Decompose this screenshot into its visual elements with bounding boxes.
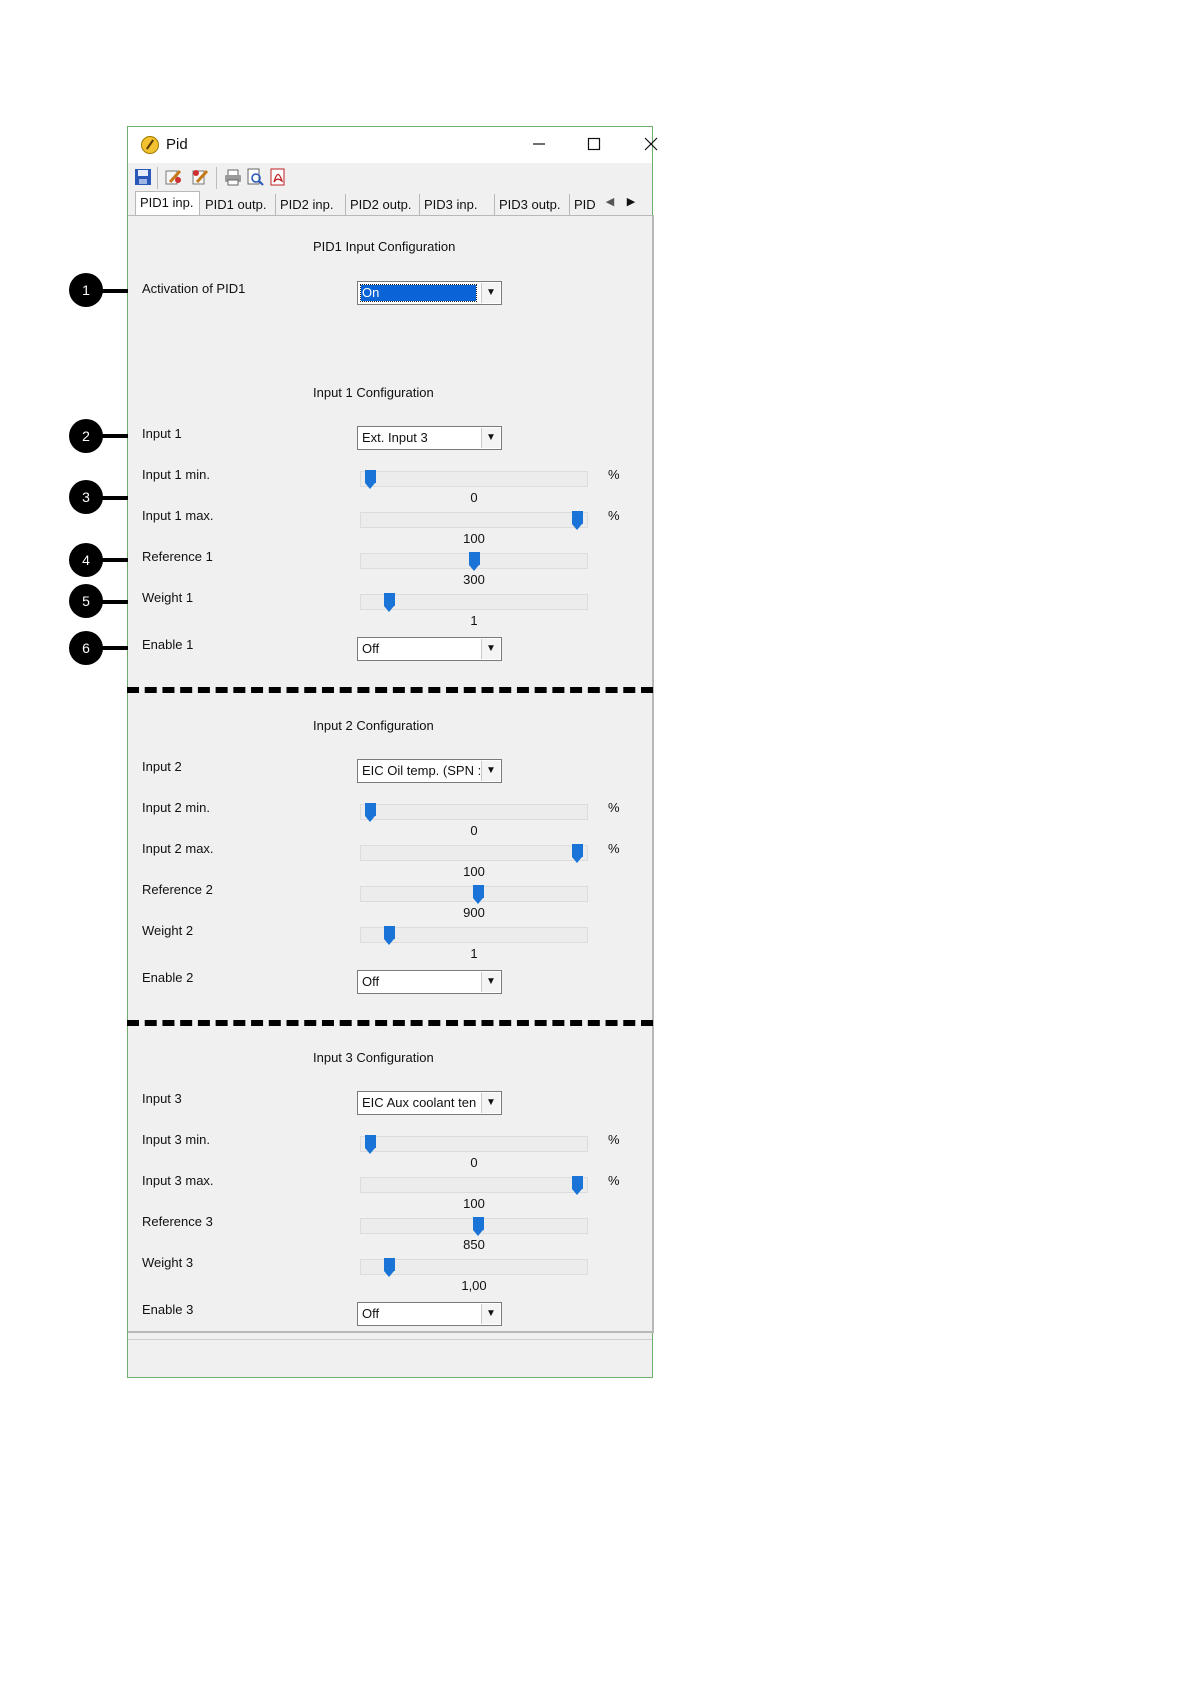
input-min-label: Input 2 min. <box>142 800 210 815</box>
tab-scroll-right-icon[interactable]: ▶ <box>626 196 636 208</box>
reference-label: Reference 2 <box>142 882 213 897</box>
title-bar[interactable] <box>128 127 652 163</box>
input-max-value: 100 <box>463 531 485 546</box>
slider-thumb[interactable] <box>384 926 395 946</box>
input-min-value: 0 <box>470 490 478 505</box>
callout-leader <box>100 289 128 293</box>
weight-value: 1 <box>470 613 478 628</box>
activation-select[interactable]: On ▼ <box>357 281 502 305</box>
callout-marker: 1 <box>69 273 103 307</box>
app-icon <box>141 136 159 154</box>
slider-thumb[interactable] <box>572 1176 583 1196</box>
unit-label: % <box>608 1173 620 1188</box>
input-source-select[interactable]: EIC Aux coolant ten ▼ <box>357 1091 502 1115</box>
section-title-pid1: PID1 Input Configuration <box>313 239 456 254</box>
input-min-value: 0 <box>470 1155 478 1170</box>
toolbar-separator <box>157 167 158 189</box>
slider-thumb[interactable] <box>572 844 583 864</box>
chevron-down-icon[interactable]: ▼ <box>481 283 500 303</box>
callout-leader <box>100 600 128 604</box>
chevron-down-icon[interactable]: ▼ <box>481 1093 500 1113</box>
reference-slider[interactable] <box>360 886 588 902</box>
tab-pid3-inp[interactable]: PID3 inp. <box>420 194 495 215</box>
close-icon <box>644 137 658 151</box>
section-title: Input 3 Configuration <box>313 1050 434 1065</box>
input-max-value: 100 <box>463 1196 485 1211</box>
input-min-value: 0 <box>470 823 478 838</box>
input-max-slider[interactable] <box>360 1177 588 1193</box>
unit-label: % <box>608 800 620 815</box>
callout-leader <box>100 496 128 500</box>
input-max-value: 100 <box>463 864 485 879</box>
close-button[interactable] <box>628 130 674 160</box>
section-divider <box>127 687 653 693</box>
callout-leader <box>100 646 128 650</box>
slider-thumb[interactable] <box>365 803 376 823</box>
input-max-label: Input 3 max. <box>142 1173 214 1188</box>
weight-slider[interactable] <box>360 594 588 610</box>
callout-marker: 3 <box>69 480 103 514</box>
input-max-slider[interactable] <box>360 512 588 528</box>
unit-label: % <box>608 467 620 482</box>
tab-scroll-left-icon[interactable]: ◀ <box>605 196 615 208</box>
weight-label: Weight 1 <box>142 590 194 605</box>
weight-slider[interactable] <box>360 927 588 943</box>
section-divider <box>127 1020 653 1026</box>
save-icon[interactable] <box>134 168 152 186</box>
maximize-button[interactable] <box>571 130 617 160</box>
weight-value: 1 <box>470 946 478 961</box>
status-bar <box>128 1339 652 1380</box>
callout-marker: 4 <box>69 543 103 577</box>
unit-label: % <box>608 841 620 856</box>
tab-pid1-outp[interactable]: PID1 outp. <box>201 194 276 215</box>
input-max-label: Input 1 max. <box>142 508 214 523</box>
input-source-select[interactable]: EIC Oil temp. (SPN : ▼ <box>357 759 502 783</box>
enable-select[interactable]: Off ▼ <box>357 970 502 994</box>
enable-select[interactable]: Off ▼ <box>357 637 502 661</box>
activation-label: Activation of PID1 <box>142 281 246 296</box>
chevron-down-icon[interactable]: ▼ <box>481 761 500 781</box>
tab-pid-more[interactable]: PID <box>574 197 596 212</box>
callout-leader <box>100 434 128 438</box>
write-icon[interactable] <box>164 168 182 186</box>
slider-thumb[interactable] <box>384 1258 395 1278</box>
tab-strip <box>128 189 652 215</box>
pdf-icon[interactable] <box>269 168 287 186</box>
minimize-icon <box>532 137 546 151</box>
enable-select[interactable]: Off ▼ <box>357 1302 502 1326</box>
tab-pid1-inp[interactable]: PID1 inp. <box>135 191 200 215</box>
input-min-label: Input 3 min. <box>142 1132 210 1147</box>
chevron-down-icon[interactable]: ▼ <box>481 1304 500 1324</box>
input-min-slider[interactable] <box>360 1136 588 1152</box>
enable-label: Enable 2 <box>142 970 194 985</box>
minimize-button[interactable] <box>516 130 562 160</box>
weight-label: Weight 3 <box>142 1255 194 1270</box>
reference-value: 300 <box>463 572 485 587</box>
reference-label: Reference 1 <box>142 549 213 564</box>
slider-thumb[interactable] <box>365 470 376 490</box>
enable-label: Enable 3 <box>142 1302 194 1317</box>
input-min-label: Input 1 min. <box>142 467 210 482</box>
toolbar <box>128 163 652 189</box>
chevron-down-icon[interactable]: ▼ <box>481 639 500 659</box>
section-title: Input 1 Configuration <box>313 385 434 400</box>
slider-thumb[interactable] <box>473 885 484 905</box>
slider-thumb[interactable] <box>384 593 395 613</box>
weight-label: Weight 2 <box>142 923 194 938</box>
unit-label: % <box>608 508 620 523</box>
unit-label: % <box>608 1132 620 1147</box>
weight-value: 1,00 <box>461 1278 487 1293</box>
callout-marker: 5 <box>69 584 103 618</box>
tab-pid2-inp[interactable]: PID2 inp. <box>276 194 346 215</box>
toolbar-separator <box>216 167 217 189</box>
input-min-slider[interactable] <box>360 804 588 820</box>
reference-label: Reference 3 <box>142 1214 213 1229</box>
input-source-select[interactable]: Ext. Input 3 ▼ <box>357 426 502 450</box>
input-source-label: Input 1 <box>142 426 182 441</box>
slider-thumb[interactable] <box>365 1135 376 1155</box>
tab-pid3-outp[interactable]: PID3 outp. <box>495 194 570 215</box>
reference-slider[interactable] <box>360 553 588 569</box>
reference-value: 900 <box>463 905 485 920</box>
input-min-slider[interactable] <box>360 471 588 487</box>
chevron-down-icon[interactable]: ▼ <box>481 428 500 448</box>
maximize-icon <box>587 137 601 151</box>
reference-slider[interactable] <box>360 1218 588 1234</box>
slider-thumb[interactable] <box>473 1217 484 1237</box>
slider-thumb[interactable] <box>572 511 583 531</box>
read-icon[interactable] <box>191 168 209 186</box>
print-icon[interactable] <box>224 168 242 186</box>
input-source-label: Input 2 <box>142 759 182 774</box>
window-title: Pid <box>166 136 188 153</box>
print-preview-icon[interactable] <box>246 168 264 186</box>
chevron-down-icon[interactable]: ▼ <box>481 972 500 992</box>
reference-value: 850 <box>463 1237 485 1252</box>
callout-marker: 6 <box>69 631 103 665</box>
enable-label: Enable 1 <box>142 637 194 652</box>
callout-marker: 2 <box>69 419 103 453</box>
input-source-label: Input 3 <box>142 1091 182 1106</box>
input-max-label: Input 2 max. <box>142 841 214 856</box>
section-title: Input 2 Configuration <box>313 718 434 733</box>
weight-slider[interactable] <box>360 1259 588 1275</box>
slider-thumb[interactable] <box>469 552 480 572</box>
callout-leader <box>100 558 128 562</box>
input-max-slider[interactable] <box>360 845 588 861</box>
tab-pid2-outp[interactable]: PID2 outp. <box>346 194 420 215</box>
